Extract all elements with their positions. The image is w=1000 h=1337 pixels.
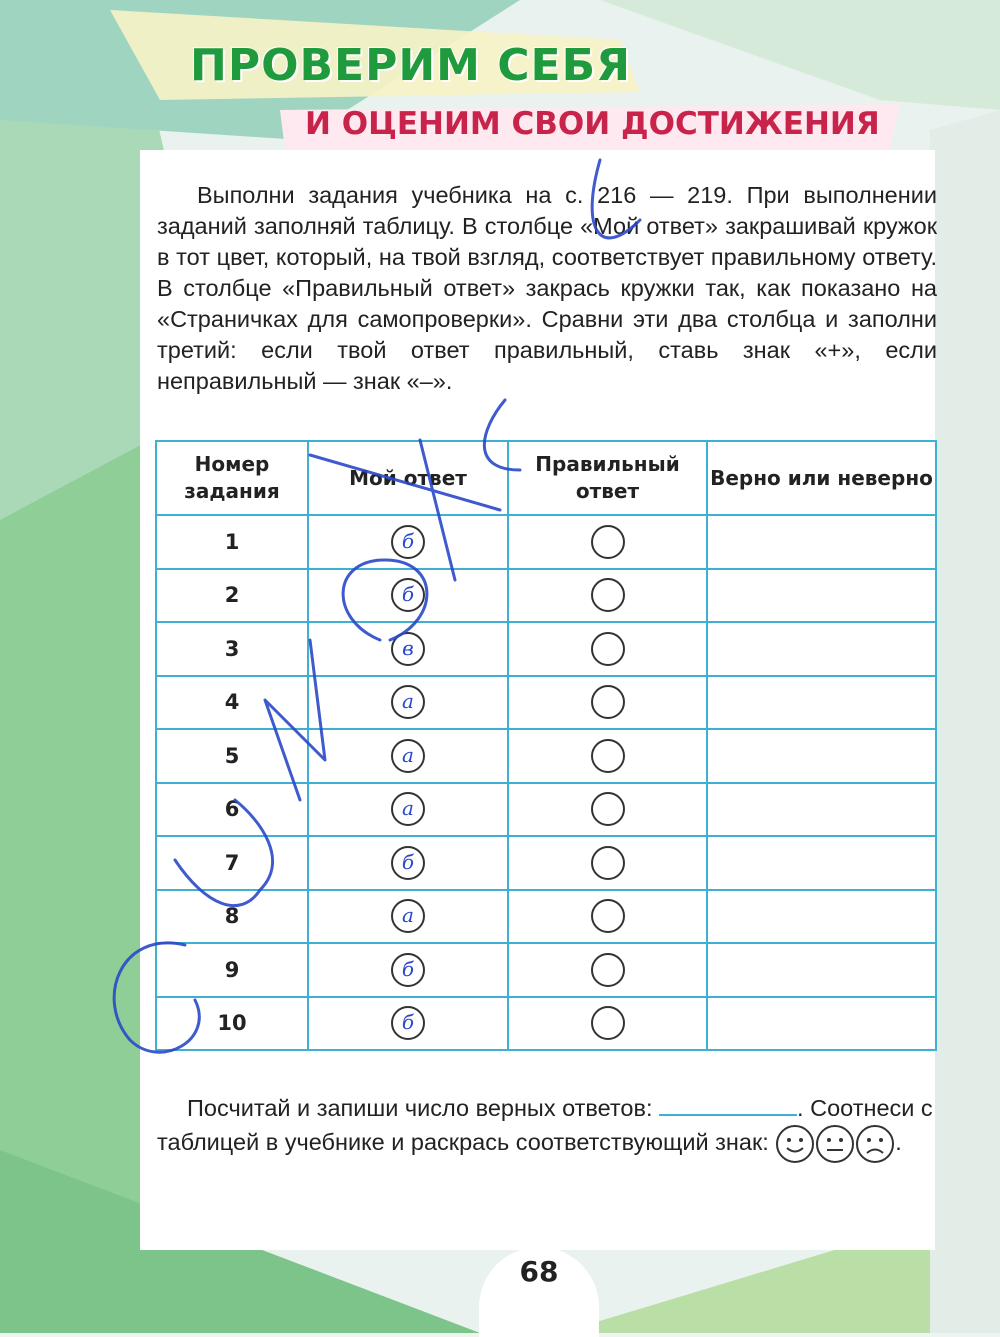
task-number: 3 — [156, 622, 308, 676]
correct-answer-cell[interactable] — [508, 890, 707, 944]
answer-circle[interactable] — [391, 578, 425, 612]
verdict-cell[interactable] — [707, 515, 936, 569]
answer-circle[interactable] — [391, 953, 425, 987]
handwritten-mark: б — [401, 1010, 415, 1035]
answer-circle[interactable] — [391, 632, 425, 666]
verdict-cell[interactable] — [707, 783, 936, 837]
correct-answer-cell[interactable] — [508, 943, 707, 997]
sad-face-icon[interactable] — [855, 1124, 895, 1164]
answer-circle[interactable] — [591, 739, 625, 773]
task-number: 10 — [156, 997, 308, 1051]
neutral-face-icon[interactable] — [815, 1124, 855, 1164]
my-answer-cell[interactable] — [308, 997, 508, 1051]
compare-text: Соотнеси с таблицей в учебнике и раскрась соответствующий знак: — [157, 1095, 933, 1156]
table-row — [156, 676, 936, 730]
page-number: 68 — [519, 1255, 559, 1288]
verdict-cell[interactable] — [707, 943, 936, 997]
table-row — [156, 729, 936, 783]
correct-answer-cell[interactable] — [508, 836, 707, 890]
verdict-cell[interactable] — [707, 569, 936, 623]
page-subtitle: И ОЦЕНИМ СВОИ ДОСТИЖЕНИЯ — [305, 106, 880, 142]
answer-circle[interactable] — [591, 792, 625, 826]
verdict-cell[interactable] — [707, 997, 936, 1051]
answer-circle[interactable] — [591, 1006, 625, 1040]
task-number: 1 — [156, 515, 308, 569]
answer-circle[interactable] — [591, 632, 625, 666]
header-task-number: Номер задания — [156, 441, 308, 515]
task-number: 6 — [156, 783, 308, 837]
correct-answer-cell[interactable] — [508, 729, 707, 783]
task-number: 9 — [156, 943, 308, 997]
table-row — [156, 890, 936, 944]
header-verdict: Верно или неверно — [707, 441, 936, 515]
table-row — [156, 943, 936, 997]
my-answer-cell[interactable] — [308, 943, 508, 997]
answer-circle[interactable] — [591, 899, 625, 933]
my-answer-cell[interactable] — [308, 783, 508, 837]
handwritten-mark: б — [401, 528, 415, 553]
task-number: 8 — [156, 890, 308, 944]
answer-circle[interactable] — [591, 685, 625, 719]
instructions-text: Выполни задания учебника на с. 216 — 219. При выполнении заданий заполняй таблицу. В столбце «Мой ответ» закрашивай кружок в тот цвет, который, на твой взгляд, соответствует правильному ответу. В столбце «Правильный ответ» закрась кружки так, как показано на «Страничках для самопроверки». Сравни эти два столбца и заполни третий: если твой ответ правильный, ставь знак «+», если неправильный — знак «–». — [157, 182, 937, 394]
table-row — [156, 783, 936, 837]
my-answer-cell[interactable] — [308, 729, 508, 783]
table-row — [156, 997, 936, 1051]
table-row — [156, 622, 936, 676]
correct-answer-cell[interactable] — [508, 783, 707, 837]
answer-circle[interactable] — [591, 525, 625, 559]
header-correct-answer: Правильный ответ — [508, 441, 707, 515]
handwritten-mark: в — [402, 635, 414, 660]
handwritten-mark: б — [401, 956, 415, 981]
my-answer-cell[interactable] — [308, 515, 508, 569]
answer-circle[interactable] — [391, 525, 425, 559]
answer-circle[interactable] — [391, 1006, 425, 1040]
verdict-cell[interactable] — [707, 729, 936, 783]
answer-circle[interactable] — [391, 792, 425, 826]
handwritten-mark: а — [402, 903, 414, 928]
my-answer-cell[interactable] — [308, 676, 508, 730]
handwritten-mark: б — [401, 849, 415, 874]
footer-text: Посчитай и запиши число верных ответов: . Соотнеси с таблицей в учебнике и раскрась соответствующий знак: . — [157, 1093, 937, 1164]
my-answer-cell[interactable] — [308, 836, 508, 890]
happy-face-icon[interactable] — [775, 1124, 815, 1164]
answer-circle[interactable] — [391, 685, 425, 719]
table-row — [156, 569, 936, 623]
verdict-cell[interactable] — [707, 622, 936, 676]
correct-count-field[interactable] — [659, 1094, 797, 1116]
handwritten-mark: а — [402, 796, 414, 821]
correct-answer-cell[interactable] — [508, 622, 707, 676]
task-number: 7 — [156, 836, 308, 890]
self-check-table — [155, 440, 937, 1051]
task-number: 4 — [156, 676, 308, 730]
handwritten-mark: а — [402, 689, 414, 714]
correct-answer-cell[interactable] — [508, 569, 707, 623]
verdict-cell[interactable] — [707, 836, 936, 890]
my-answer-cell[interactable] — [308, 569, 508, 623]
my-answer-cell[interactable] — [308, 890, 508, 944]
verdict-cell[interactable] — [707, 676, 936, 730]
header-my-answer: Мой ответ — [308, 441, 508, 515]
answer-circle[interactable] — [591, 953, 625, 987]
handwritten-mark: а — [402, 742, 414, 767]
handwritten-mark: б — [401, 582, 415, 607]
answer-circle[interactable] — [391, 846, 425, 880]
correct-answer-cell[interactable] — [508, 997, 707, 1051]
my-answer-cell[interactable] — [308, 622, 508, 676]
correct-answer-cell[interactable] — [508, 676, 707, 730]
answer-circle[interactable] — [391, 739, 425, 773]
verdict-cell[interactable] — [707, 890, 936, 944]
table-row — [156, 836, 936, 890]
task-number: 2 — [156, 569, 308, 623]
page-title: ПРОВЕРИМ СЕБЯ — [190, 40, 632, 91]
table-row — [156, 515, 936, 569]
answer-circle[interactable] — [391, 899, 425, 933]
answer-circle[interactable] — [591, 846, 625, 880]
task-number: 5 — [156, 729, 308, 783]
correct-answer-cell[interactable] — [508, 515, 707, 569]
answer-circle[interactable] — [591, 578, 625, 612]
count-prompt: Посчитай и запиши число верных ответов: — [187, 1095, 653, 1121]
